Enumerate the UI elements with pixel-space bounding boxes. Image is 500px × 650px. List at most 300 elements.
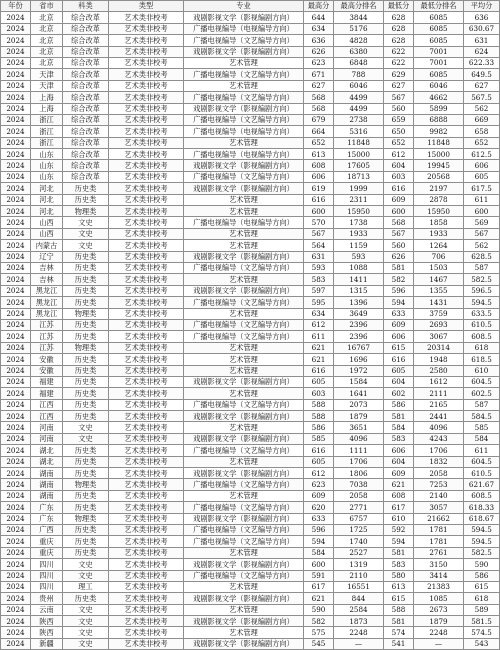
table-row (1, 331, 500, 342)
header-row (1, 1, 500, 12)
avg-score-cell: 543 (464, 638, 500, 649)
col-min-rank-header: 最低分排名 (414, 1, 464, 12)
min-score-cell: 617 (384, 502, 414, 513)
min-score-cell: 584 (384, 422, 414, 433)
min-rank-cell: 2248 (414, 627, 464, 638)
table-row (1, 376, 500, 387)
col-type-header: 类型 (109, 1, 184, 12)
province-cell: 四川 (31, 570, 63, 581)
avg-score-cell: 624 (464, 46, 500, 57)
province-cell: 福建 (31, 388, 63, 399)
type-cell: 艺术类非校考 (109, 604, 184, 615)
max-rank-cell: 1641 (334, 388, 384, 399)
min-rank-cell: 21383 (414, 581, 464, 592)
max-score-cell: 545 (304, 638, 334, 649)
max-rank-cell: 1740 (334, 536, 384, 547)
table-row (1, 217, 500, 228)
type-cell: 艺术类非校考 (109, 57, 184, 68)
table-row (1, 411, 500, 422)
min-rank-cell: 2058 (414, 468, 464, 479)
min-score-cell: 609 (384, 319, 414, 330)
major-cell: 广播电视编导（文艺编导方向） (184, 445, 304, 456)
max-rank-cell: 2584 (334, 604, 384, 615)
max-rank-cell: — (334, 638, 384, 649)
max-score-cell: 567 (304, 228, 334, 239)
avg-score-cell: 615 (464, 581, 500, 592)
table-row (1, 251, 500, 262)
min-score-cell: 615 (384, 342, 414, 353)
min-score-cell: 582 (384, 274, 414, 285)
province-cell: 河北 (31, 183, 63, 194)
table-row (1, 92, 500, 103)
table-row (1, 536, 500, 547)
subject-cell: 历史类 (63, 411, 109, 422)
min-score-cell: 650 (384, 126, 414, 137)
min-rank-cell: 1355 (414, 285, 464, 296)
type-cell: 艺术类非校考 (109, 137, 184, 148)
max-rank-cell: 3649 (334, 308, 384, 319)
major-cell: 艺术管理 (184, 365, 304, 376)
year-cell: 2024 (1, 206, 31, 217)
subject-cell: 文史 (63, 433, 109, 444)
year-cell: 2024 (1, 547, 31, 558)
min-score-cell: 616 (384, 354, 414, 365)
subject-cell: 历史类 (63, 376, 109, 387)
type-cell: 艺术类非校考 (109, 468, 184, 479)
min-score-cell: 604 (384, 160, 414, 171)
province-cell: 吉林 (31, 262, 63, 273)
province-cell: 北京 (31, 12, 63, 23)
max-rank-cell: 1315 (334, 285, 384, 296)
min-rank-cell: 6046 (414, 80, 464, 91)
max-score-cell: 633 (304, 513, 334, 524)
avg-score-cell: 584 (464, 433, 500, 444)
col-max-score-header: 最高分 (304, 1, 334, 12)
year-cell: 2024 (1, 149, 31, 160)
subject-cell: 物理类 (63, 308, 109, 319)
year-cell: 2024 (1, 513, 31, 524)
type-cell: 艺术类非校考 (109, 490, 184, 501)
avg-score-cell: 618 (464, 593, 500, 604)
avg-score-cell: 604.5 (464, 456, 500, 467)
min-rank-cell: 2441 (414, 411, 464, 422)
avg-score-cell: 574.5 (464, 627, 500, 638)
max-rank-cell: 15000 (334, 149, 384, 160)
province-cell: 山西 (31, 217, 63, 228)
min-score-cell: 606 (384, 331, 414, 342)
table-row (1, 365, 500, 376)
subject-cell: 综合改革 (63, 149, 109, 160)
subject-cell: 历史类 (63, 388, 109, 399)
subject-cell: 文史 (63, 559, 109, 570)
max-score-cell: 620 (304, 502, 334, 513)
type-cell: 艺术类非校考 (109, 342, 184, 353)
year-cell: 2024 (1, 456, 31, 467)
major-cell: 戏剧影视文学（影视编剧方向） (184, 251, 304, 262)
table-row (1, 354, 500, 365)
province-cell: 江西 (31, 411, 63, 422)
min-score-cell: 592 (384, 524, 414, 535)
type-cell: 艺术类非校考 (109, 479, 184, 490)
col-max-rank-header: 最高分排名 (334, 1, 384, 12)
subject-cell: 历史类 (63, 593, 109, 604)
min-score-cell: 610 (384, 513, 414, 524)
avg-score-cell: 596.5 (464, 285, 500, 296)
min-rank-cell: 2580 (414, 365, 464, 376)
province-cell: 江西 (31, 399, 63, 410)
province-cell: 天津 (31, 69, 63, 80)
max-rank-cell: 17605 (334, 160, 384, 171)
min-rank-cell: 7001 (414, 46, 464, 57)
table-row (1, 183, 500, 194)
min-score-cell: 581 (384, 262, 414, 273)
min-score-cell: 629 (384, 69, 414, 80)
avg-score-cell: 630.67 (464, 23, 500, 34)
max-rank-cell: 5176 (334, 23, 384, 34)
avg-score-cell: 652 (464, 137, 500, 148)
type-cell: 艺术类非校考 (109, 638, 184, 649)
subject-cell: 历史类 (63, 262, 109, 273)
min-score-cell: 583 (384, 559, 414, 570)
subject-cell: 理工 (63, 581, 109, 592)
type-cell: 艺术类非校考 (109, 547, 184, 558)
max-rank-cell: 1999 (334, 183, 384, 194)
min-score-cell: 567 (384, 92, 414, 103)
subject-cell: 综合改革 (63, 35, 109, 46)
min-rank-cell: 6085 (414, 69, 464, 80)
table-row (1, 12, 500, 23)
major-cell: 戏剧影视文学（影视编剧方向） (184, 513, 304, 524)
province-cell: 陕西 (31, 627, 63, 638)
subject-cell: 历史类 (63, 468, 109, 479)
province-cell: 山东 (31, 149, 63, 160)
type-cell: 艺术类非校考 (109, 376, 184, 387)
max-rank-cell: 6046 (334, 80, 384, 91)
avg-score-cell: 611 (464, 445, 500, 456)
min-rank-cell: 19945 (414, 160, 464, 171)
subject-cell: 历史类 (63, 490, 109, 501)
major-cell: 广播电视编导（文艺编导方向） (184, 297, 304, 308)
type-cell: 艺术类非校考 (109, 365, 184, 376)
avg-score-cell: 618 (464, 342, 500, 353)
min-rank-cell: 2111 (414, 388, 464, 399)
province-cell: 重庆 (31, 536, 63, 547)
year-cell: 2024 (1, 422, 31, 433)
min-rank-cell: 2165 (414, 399, 464, 410)
year-cell: 2024 (1, 228, 31, 239)
subject-cell: 综合改革 (63, 80, 109, 91)
year-cell: 2024 (1, 479, 31, 490)
min-score-cell: 628 (384, 12, 414, 23)
type-cell: 艺术类非校考 (109, 251, 184, 262)
max-score-cell: 568 (304, 103, 334, 114)
min-rank-cell: 1085 (414, 593, 464, 604)
min-score-cell: 605 (384, 365, 414, 376)
type-cell: 艺术类非校考 (109, 92, 184, 103)
subject-cell: 历史类 (63, 547, 109, 558)
min-rank-cell: 2197 (414, 183, 464, 194)
max-rank-cell: 6848 (334, 57, 384, 68)
min-rank-cell: 3759 (414, 308, 464, 319)
major-cell: 艺术管理 (184, 581, 304, 592)
type-cell: 艺术类非校考 (109, 536, 184, 547)
year-cell: 2024 (1, 399, 31, 410)
max-score-cell: 595 (304, 297, 334, 308)
province-cell: 河南 (31, 422, 63, 433)
avg-score-cell: 608.5 (464, 331, 500, 342)
max-score-cell: 611 (304, 331, 334, 342)
min-score-cell: 583 (384, 433, 414, 444)
min-rank-cell: 1612 (414, 376, 464, 387)
type-cell: 艺术类非校考 (109, 570, 184, 581)
type-cell: 艺术类非校考 (109, 627, 184, 638)
avg-score-cell: 622.33 (464, 57, 500, 68)
max-rank-cell: 1725 (334, 524, 384, 535)
type-cell: 艺术类非校考 (109, 114, 184, 125)
table-row (1, 456, 500, 467)
type-cell: 艺术类非校考 (109, 194, 184, 205)
subject-cell: 综合改革 (63, 103, 109, 114)
subject-cell: 物理类 (63, 479, 109, 490)
max-score-cell: 616 (304, 365, 334, 376)
min-rank-cell: 3150 (414, 559, 464, 570)
major-cell: 艺术管理 (184, 456, 304, 467)
province-cell: 广东 (31, 513, 63, 524)
max-score-cell: 664 (304, 126, 334, 137)
avg-score-cell: 600 (464, 206, 500, 217)
min-rank-cell: 20568 (414, 171, 464, 182)
avg-score-cell: 610.5 (464, 468, 500, 479)
subject-cell: 历史类 (63, 319, 109, 330)
min-rank-cell: 2693 (414, 319, 464, 330)
table-row (1, 308, 500, 319)
province-cell: 上海 (31, 103, 63, 114)
min-rank-cell: 6085 (414, 35, 464, 46)
col-year-header: 年份 (1, 1, 31, 12)
year-cell: 2024 (1, 171, 31, 182)
major-cell: 戏剧影视文学（影视编剧方向） (184, 433, 304, 444)
major-cell: 广播电视编导（电视编导方向） (184, 126, 304, 137)
min-score-cell: 621 (384, 479, 414, 490)
min-score-cell: 652 (384, 137, 414, 148)
table-row (1, 274, 500, 285)
subject-cell: 综合改革 (63, 171, 109, 182)
year-cell: 2024 (1, 183, 31, 194)
year-cell: 2024 (1, 570, 31, 581)
max-score-cell: 652 (304, 137, 334, 148)
year-cell: 2024 (1, 251, 31, 262)
avg-score-cell: 610 (464, 365, 500, 376)
max-score-cell: 617 (304, 581, 334, 592)
major-cell: 广播电视编导（文艺编导方向） (184, 92, 304, 103)
subject-cell: 历史类 (63, 297, 109, 308)
max-rank-cell: 1111 (334, 445, 384, 456)
max-score-cell: 603 (304, 388, 334, 399)
major-cell: 艺术管理 (184, 604, 304, 615)
table-row (1, 559, 500, 570)
max-score-cell: 609 (304, 490, 334, 501)
type-cell: 艺术类非校考 (109, 285, 184, 296)
subject-cell: 综合改革 (63, 69, 109, 80)
major-cell: 艺术管理 (184, 354, 304, 365)
min-score-cell: 586 (384, 399, 414, 410)
type-cell: 艺术类非校考 (109, 399, 184, 410)
year-cell: 2024 (1, 559, 31, 570)
min-score-cell: 606 (384, 445, 414, 456)
max-rank-cell: 18713 (334, 171, 384, 182)
type-cell: 艺术类非校考 (109, 354, 184, 365)
min-score-cell: 633 (384, 308, 414, 319)
province-cell: 新疆 (31, 638, 63, 649)
min-rank-cell: 1264 (414, 240, 464, 251)
max-rank-cell: 1088 (334, 262, 384, 273)
max-score-cell: 605 (304, 376, 334, 387)
province-cell: 黑龙江 (31, 308, 63, 319)
year-cell: 2024 (1, 536, 31, 547)
max-score-cell: 588 (304, 411, 334, 422)
min-score-cell: 613 (384, 581, 414, 592)
max-rank-cell: 4499 (334, 92, 384, 103)
year-cell: 2024 (1, 445, 31, 456)
avg-score-cell: 628.5 (464, 251, 500, 262)
province-cell: 湖南 (31, 490, 63, 501)
table-row (1, 160, 500, 171)
major-cell: 戏剧影视文学（影视编剧方向） (184, 183, 304, 194)
year-cell: 2024 (1, 308, 31, 319)
subject-cell: 综合改革 (63, 137, 109, 148)
max-rank-cell: 2073 (334, 399, 384, 410)
min-score-cell: 609 (384, 194, 414, 205)
province-cell: 黑龙江 (31, 297, 63, 308)
type-cell: 艺术类非校考 (109, 297, 184, 308)
province-cell: 河北 (31, 206, 63, 217)
subject-cell: 综合改革 (63, 92, 109, 103)
min-rank-cell: 1706 (414, 445, 464, 456)
avg-score-cell: 669 (464, 114, 500, 125)
province-cell: 湖北 (31, 456, 63, 467)
max-rank-cell: 1696 (334, 354, 384, 365)
avg-score-cell: 594.5 (464, 524, 500, 535)
table-row (1, 297, 500, 308)
max-rank-cell: 4096 (334, 433, 384, 444)
type-cell: 艺术类非校考 (109, 524, 184, 535)
subject-cell: 物理类 (63, 342, 109, 353)
min-rank-cell: 1431 (414, 297, 464, 308)
max-rank-cell: 788 (334, 69, 384, 80)
min-score-cell: 604 (384, 376, 414, 387)
table-row (1, 604, 500, 615)
subject-cell: 历史类 (63, 354, 109, 365)
col-province-header: 省市 (31, 1, 63, 12)
year-cell: 2024 (1, 285, 31, 296)
type-cell: 艺术类非校考 (109, 445, 184, 456)
major-cell: 艺术管理 (184, 342, 304, 353)
min-score-cell: 627 (384, 80, 414, 91)
major-cell: 广播电视编导（电视编导方向） (184, 23, 304, 34)
province-cell: 天津 (31, 80, 63, 91)
type-cell: 艺术类非校考 (109, 331, 184, 342)
type-cell: 艺术类非校考 (109, 183, 184, 194)
avg-score-cell: 587 (464, 262, 500, 273)
max-score-cell: 597 (304, 285, 334, 296)
province-cell: 广东 (31, 502, 63, 513)
major-cell: 广播电视编导（文艺编导方向） (184, 35, 304, 46)
year-cell: 2024 (1, 490, 31, 501)
min-rank-cell: 3057 (414, 502, 464, 513)
min-score-cell: 615 (384, 593, 414, 604)
min-rank-cell: 1781 (414, 524, 464, 535)
avg-score-cell: 631 (464, 35, 500, 46)
table-row (1, 126, 500, 137)
avg-score-cell: 581.5 (464, 616, 500, 627)
max-rank-cell: 7038 (334, 479, 384, 490)
table-row (1, 149, 500, 160)
max-rank-cell: 1879 (334, 411, 384, 422)
table-row (1, 69, 500, 80)
subject-cell: 综合改革 (63, 126, 109, 137)
max-rank-cell: 4499 (334, 103, 384, 114)
max-score-cell: 594 (304, 536, 334, 547)
table-row (1, 433, 500, 444)
province-cell: 北京 (31, 46, 63, 57)
type-cell: 艺术类非校考 (109, 502, 184, 513)
major-cell: 戏剧影视文学（影视编剧方向） (184, 376, 304, 387)
type-cell: 艺术类非校考 (109, 581, 184, 592)
max-score-cell: 621 (304, 342, 334, 353)
province-cell: 云南 (31, 604, 63, 615)
subject-cell: 文史 (63, 228, 109, 239)
year-cell: 2024 (1, 297, 31, 308)
table-row (1, 285, 500, 296)
max-score-cell: 593 (304, 262, 334, 273)
province-cell: 浙江 (31, 137, 63, 148)
table-row (1, 445, 500, 456)
min-rank-cell: 6888 (414, 114, 464, 125)
min-score-cell: 622 (384, 46, 414, 57)
avg-score-cell: 582.5 (464, 547, 500, 558)
min-score-cell: 580 (384, 570, 414, 581)
max-score-cell: 644 (304, 12, 334, 23)
year-cell: 2024 (1, 342, 31, 353)
province-cell: 湖北 (31, 445, 63, 456)
table-row (1, 570, 500, 581)
max-score-cell: 612 (304, 468, 334, 479)
avg-score-cell: 569 (464, 217, 500, 228)
type-cell: 艺术类非校考 (109, 103, 184, 114)
subject-cell: 历史类 (63, 251, 109, 262)
table-row (1, 206, 500, 217)
province-cell: 山东 (31, 171, 63, 182)
max-score-cell: 583 (304, 274, 334, 285)
table-row (1, 388, 500, 399)
major-cell: 广播电视编导（文艺编导方向） (184, 69, 304, 80)
major-cell: 戏剧影视文学（影视编剧方向） (184, 411, 304, 422)
type-cell: 艺术类非校考 (109, 35, 184, 46)
table-row (1, 46, 500, 57)
province-cell: 浙江 (31, 126, 63, 137)
type-cell: 艺术类非校考 (109, 217, 184, 228)
max-rank-cell: 2311 (334, 194, 384, 205)
subject-cell: 历史类 (63, 445, 109, 456)
min-score-cell: 581 (384, 411, 414, 422)
min-score-cell: 541 (384, 638, 414, 649)
table-row (1, 80, 500, 91)
max-score-cell: 564 (304, 240, 334, 251)
max-rank-cell: 2738 (334, 114, 384, 125)
min-rank-cell: 9982 (414, 126, 464, 137)
subject-cell: 文史 (63, 616, 109, 627)
major-cell: 戏剧影视文学（影视编剧方向） (184, 12, 304, 23)
